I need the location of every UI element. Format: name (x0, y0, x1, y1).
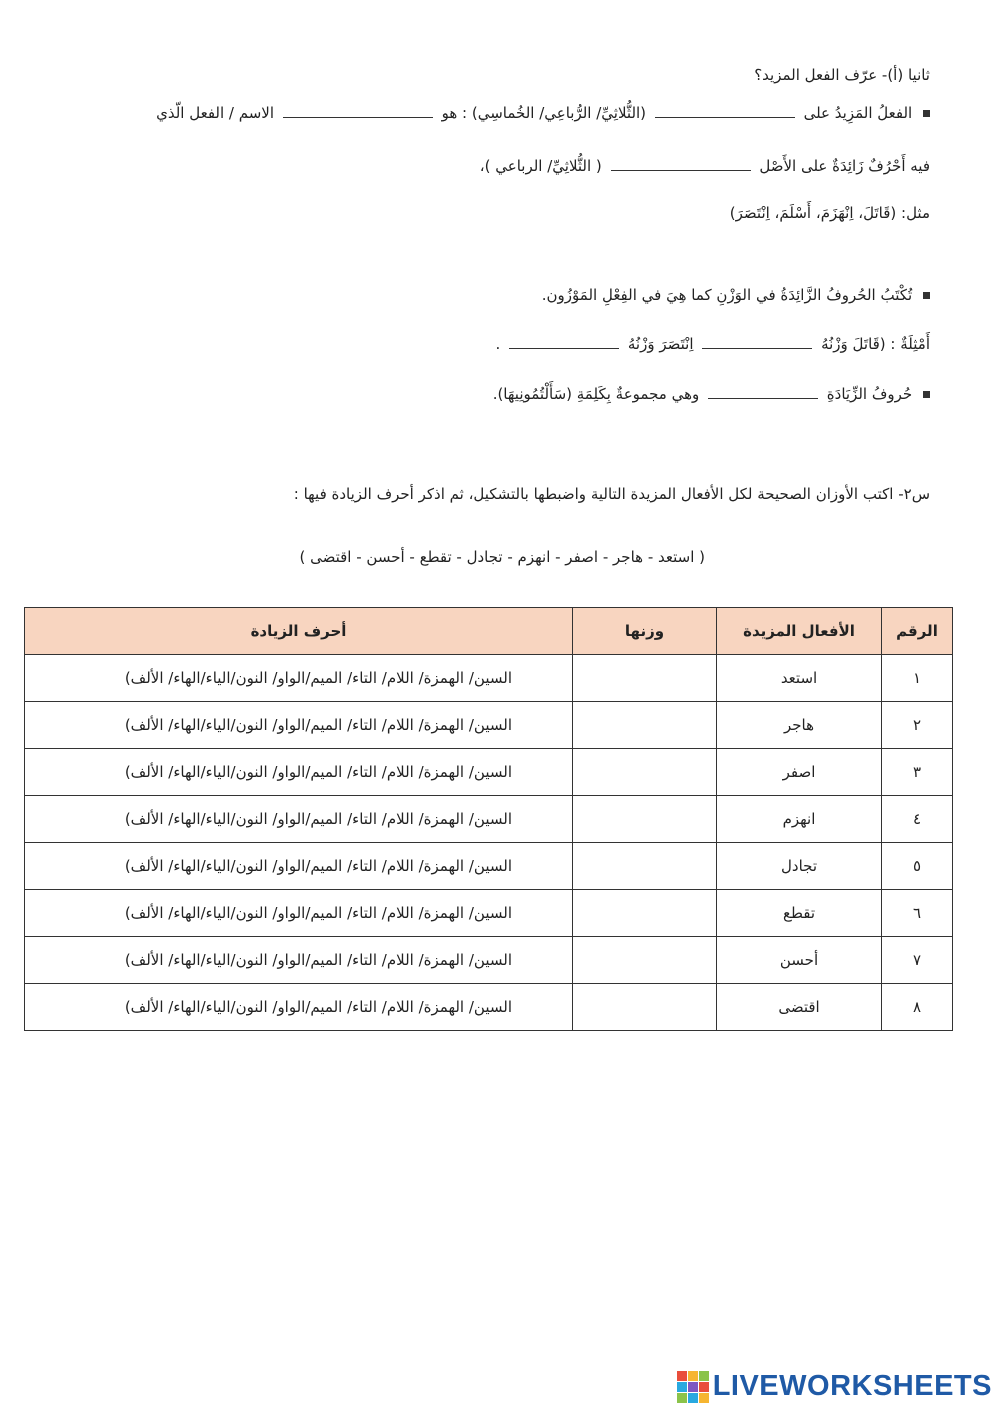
wazn-input-cell[interactable] (573, 843, 717, 890)
header-verbs: الأفعال المزيدة (717, 608, 882, 655)
wazn-input-cell[interactable] (573, 655, 717, 702)
blank-field[interactable] (655, 105, 795, 118)
row-verb: تجادل (717, 843, 882, 890)
question-2: س٢- اكتب الأوزان الصحيحة لكل الأفعال المزيدة التالية واضبطها بالتشكيل، ثم اذكر أحرف الزيادة فيها : (293, 485, 930, 503)
letters-select-cell[interactable]: السين/ الهمزة/ اللام/ التاء/ الميم/الواو/ النون/الياء/الهاء/ الألف) (25, 749, 573, 796)
rule-line: تُكْتَبُ الحُروفُ الزَّائِدَةُ في الوَزْنِ كما هِيَ في الفِعْلِ المَوْزُون. (542, 286, 930, 304)
blank-field[interactable] (702, 336, 812, 349)
table-row (25, 796, 953, 843)
letters-select-cell[interactable]: السين/ الهمزة/ اللام/ التاء/ الميم/الواو/ النون/الياء/الهاء/ الألف) (25, 937, 573, 984)
letters-select-cell[interactable]: السين/ الهمزة/ اللام/ التاء/ الميم/الواو/ النون/الياء/الهاء/ الألف) (25, 702, 573, 749)
table-row (25, 702, 953, 749)
wazn-input-cell[interactable] (573, 749, 717, 796)
row-verb: اقتضى (717, 984, 882, 1031)
wazn-input-cell[interactable] (573, 890, 717, 937)
section-heading: ثانيا (أ)- عرّف الفعل المزيد؟ (754, 66, 930, 84)
row-num: ٦ (882, 890, 953, 937)
table-row (25, 843, 953, 890)
wazn-input-cell[interactable] (573, 984, 717, 1031)
row-num: ٣ (882, 749, 953, 796)
row-verb: استعد (717, 655, 882, 702)
row-num: ١ (882, 655, 953, 702)
blank-field[interactable] (509, 336, 619, 349)
letters-select-cell[interactable]: السين/ الهمزة/ اللام/ التاء/ الميم/الواو/ النون/الياء/الهاء/ الألف) (25, 796, 573, 843)
wazn-input-cell[interactable] (573, 937, 717, 984)
wazn-input-cell[interactable] (573, 702, 717, 749)
verbs-table (24, 607, 953, 1031)
row-num: ٨ (882, 984, 953, 1031)
letters-line: حُروفُ الزِّيَادَةِ وهي مجموعةٌ بِكَلِمَةِ (سَأَلْتُمُونِيهَا). (493, 385, 930, 403)
table-header-row (25, 608, 953, 655)
logo-text: LIVEWORKSHEETS (712, 1370, 992, 1402)
definition-line-1: الفعلُ المَزِيدُ على (الثُّلاثِيِّ/ الرُّباعِي/ الخُماسِي) : هو الاسم / الفعل الّذي (156, 104, 930, 122)
table-row (25, 749, 953, 796)
example-line: مثل: (قَاتَلَ، اِنْهَزَمَ، أَسْلَمَ، اِنْتَصَرَ) (729, 204, 930, 222)
row-verb: أحسن (717, 937, 882, 984)
examples-line: أَمْثِلَةٌ : (قَاتَلَ وَزْنُهُ اِنْتَصَرَ وَزْنُهُ . (495, 335, 930, 353)
bullet-icon (923, 391, 930, 398)
table-row (25, 937, 953, 984)
row-verb: تقطع (717, 890, 882, 937)
table-row (25, 984, 953, 1031)
letters-select-cell[interactable]: السين/ الهمزة/ اللام/ التاء/ الميم/الواو/ النون/الياء/الهاء/ الألف) (25, 984, 573, 1031)
row-num: ٥ (882, 843, 953, 890)
table-row (25, 890, 953, 937)
header-num: الرقم (882, 608, 953, 655)
header-wazn: وزنها (573, 608, 717, 655)
row-verb: هاجر (717, 702, 882, 749)
bullet-icon (923, 110, 930, 117)
blank-field[interactable] (283, 105, 433, 118)
letters-select-cell[interactable]: السين/ الهمزة/ اللام/ التاء/ الميم/الواو/ النون/الياء/الهاء/ الألف) (25, 843, 573, 890)
table-row (25, 655, 953, 702)
verbs-list: ( استعد - هاجر - اصفر - انهزم - تجادل - تقطع - أحسن - اقتضى ) (299, 548, 705, 566)
bullet-icon (923, 292, 930, 299)
row-num: ٤ (882, 796, 953, 843)
logo-grid-icon (677, 1371, 709, 1403)
row-verb: انهزم (717, 796, 882, 843)
header-letters: أحرف الزيادة (25, 608, 573, 655)
row-num: ٢ (882, 702, 953, 749)
liveworksheets-logo (677, 1370, 992, 1403)
letters-select-cell[interactable]: السين/ الهمزة/ اللام/ التاء/ الميم/الواو/ النون/الياء/الهاء/ الألف) (25, 655, 573, 702)
row-verb: اصفر (717, 749, 882, 796)
blank-field[interactable] (611, 158, 751, 171)
wazn-input-cell[interactable] (573, 796, 717, 843)
definition-line-2: فيه أَحْرُفٌ زَائِدَةٌ على الأَصْل ( الثُّلاثِيِّ/ الرباعي )، (479, 157, 930, 175)
row-num: ٧ (882, 937, 953, 984)
letters-select-cell[interactable]: السين/ الهمزة/ اللام/ التاء/ الميم/الواو/ النون/الياء/الهاء/ الألف) (25, 890, 573, 937)
blank-field[interactable] (708, 386, 818, 399)
